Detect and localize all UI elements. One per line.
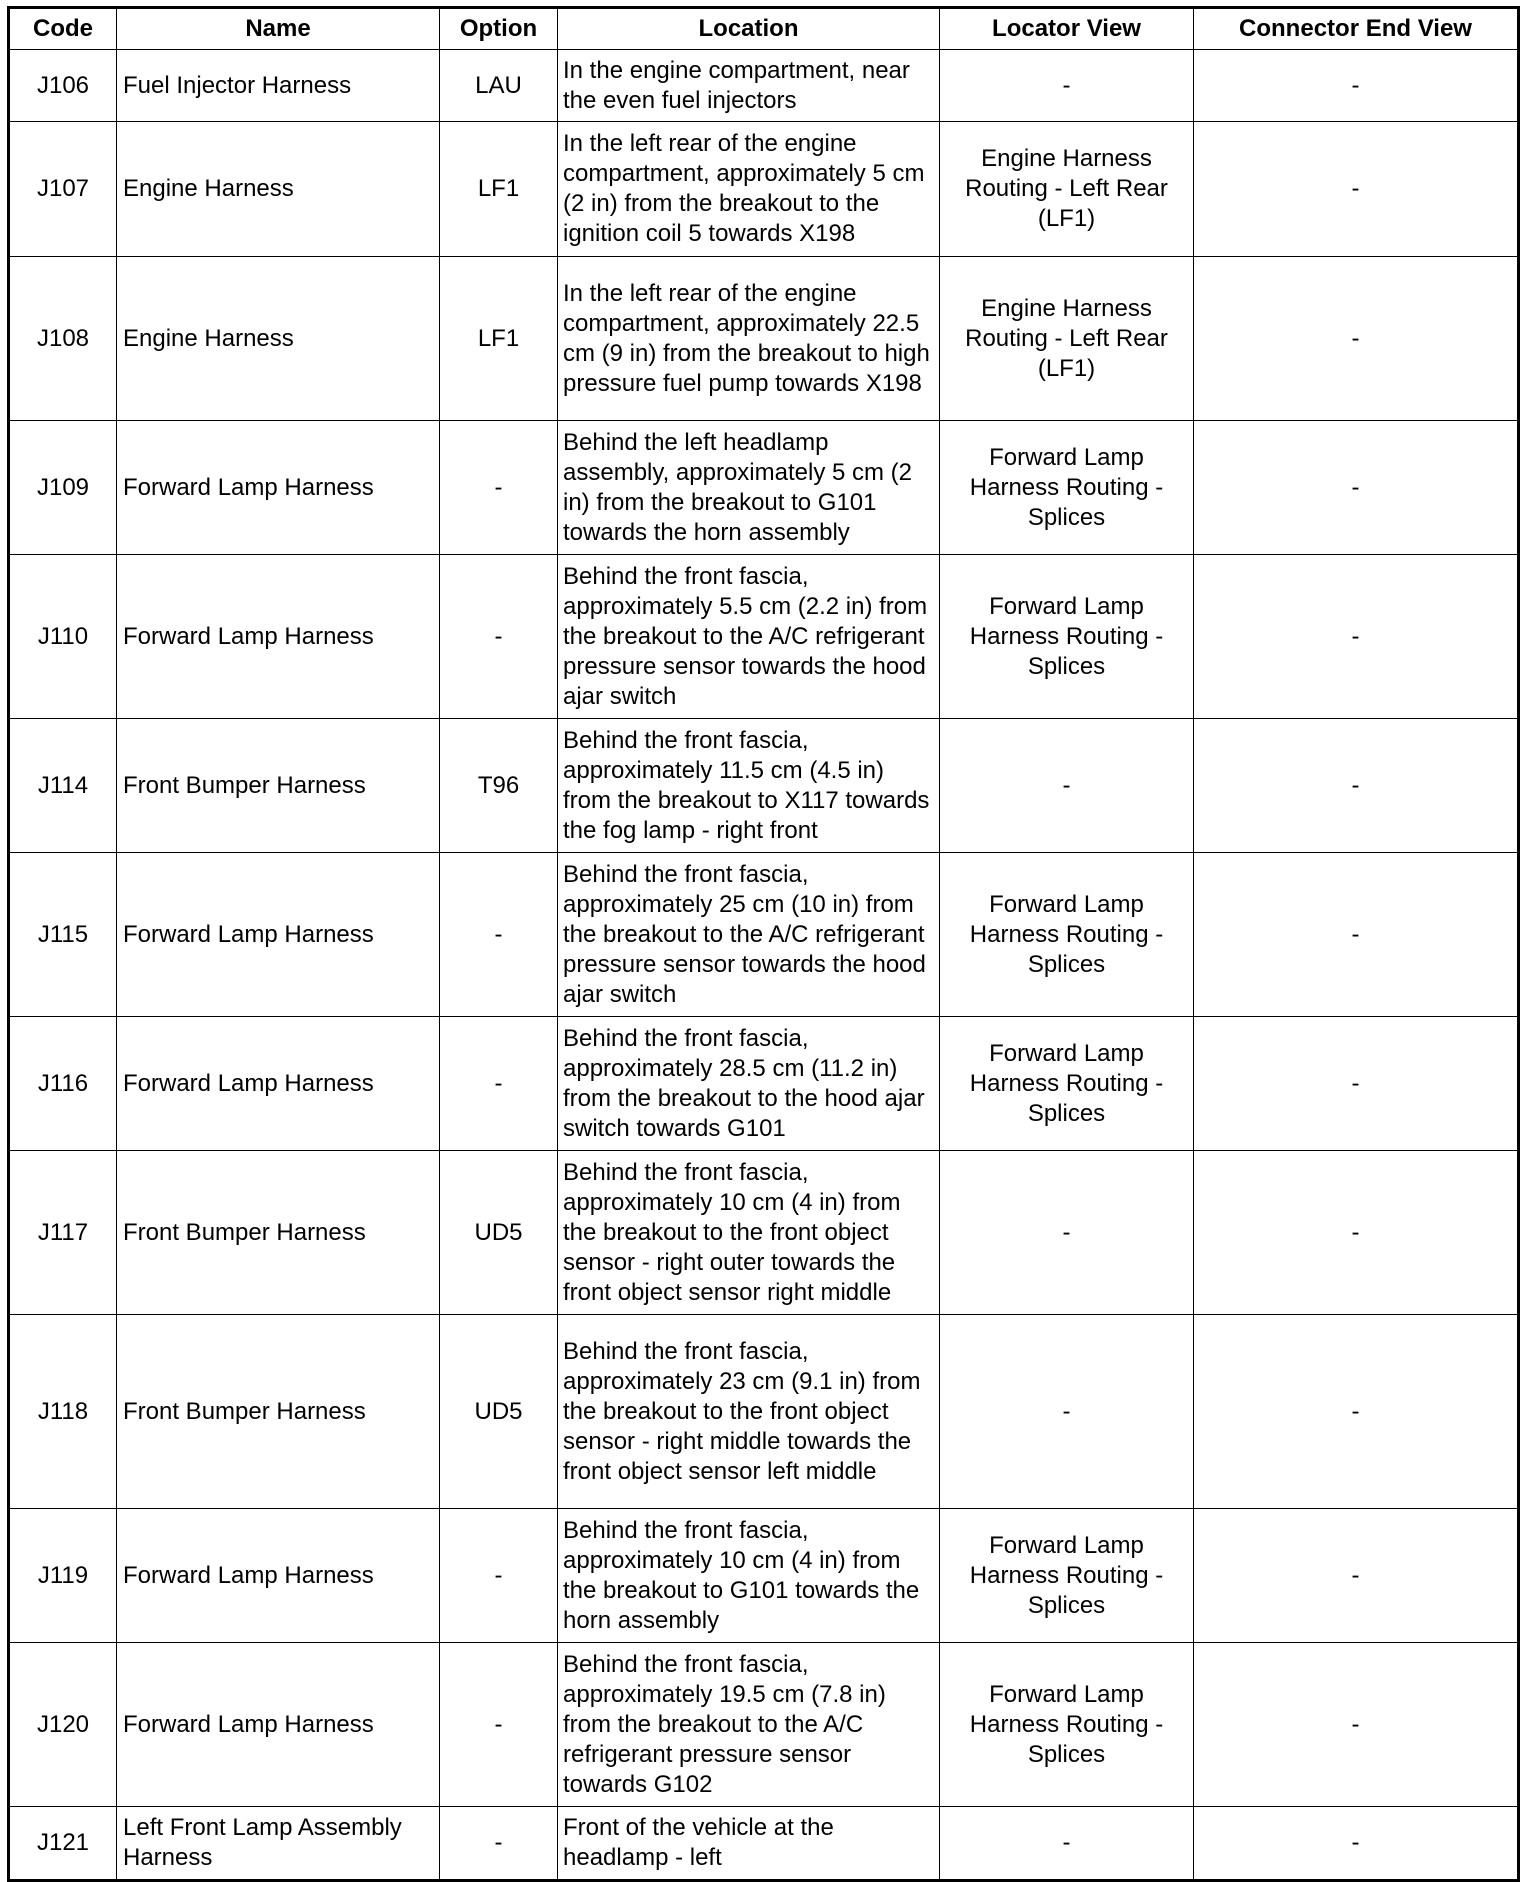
cell-connector-end-view: - — [1194, 1509, 1519, 1643]
cell-option: - — [440, 1017, 558, 1151]
splice-locations-table — [7, 6, 1520, 1882]
cell-connector-end-view: - — [1194, 1151, 1519, 1315]
cell-location: Behind the left headlamp assembly, approximately 5 cm (2 in) from the breakout to G101 towards the horn assembly — [558, 421, 940, 555]
cell-code: J108 — [9, 257, 117, 421]
header-name: Name — [117, 8, 440, 50]
cell-option: - — [440, 1509, 558, 1643]
header-locator-view: Locator View — [940, 8, 1194, 50]
cell-location: In the engine compartment, near the even fuel injectors — [558, 50, 940, 122]
cell-option: - — [440, 1643, 558, 1807]
table-row — [9, 853, 1519, 1017]
cell-code: J117 — [9, 1151, 117, 1315]
table-row — [9, 50, 1519, 122]
cell-connector-end-view: - — [1194, 853, 1519, 1017]
cell-code: J115 — [9, 853, 117, 1017]
table-body — [9, 50, 1519, 1881]
cell-connector-end-view: - — [1194, 1643, 1519, 1807]
header-connector-end-view: Connector End View — [1194, 8, 1519, 50]
cell-locator-view: - — [940, 1807, 1194, 1881]
table-row — [9, 1807, 1519, 1881]
cell-name: Front Bumper Harness — [117, 719, 440, 853]
cell-connector-end-view: - — [1194, 122, 1519, 257]
cell-name: Forward Lamp Harness — [117, 1509, 440, 1643]
cell-code: J121 — [9, 1807, 117, 1881]
table-header — [9, 8, 1519, 50]
cell-location: Behind the front fascia, approximately 5.5 cm (2.2 in) from the breakout to the A/C refrigerant pressure sensor towards the hood ajar switch — [558, 555, 940, 719]
cell-connector-end-view: - — [1194, 1017, 1519, 1151]
table-row — [9, 122, 1519, 257]
cell-name: Forward Lamp Harness — [117, 853, 440, 1017]
table-row — [9, 1017, 1519, 1151]
cell-locator-view: Engine Harness Routing - Left Rear (LF1) — [940, 122, 1194, 257]
table-row — [9, 1315, 1519, 1509]
cell-connector-end-view: - — [1194, 555, 1519, 719]
table-row — [9, 1509, 1519, 1643]
cell-option: UD5 — [440, 1151, 558, 1315]
cell-connector-end-view: - — [1194, 1807, 1519, 1881]
cell-option: - — [440, 421, 558, 555]
cell-connector-end-view: - — [1194, 421, 1519, 555]
cell-location: Behind the front fascia, approximately 11.5 cm (4.5 in) from the breakout to X117 towards the fog lamp - right front — [558, 719, 940, 853]
cell-location: Behind the front fascia, approximately 25 cm (10 in) from the breakout to the A/C refrigerant pressure sensor towards the hood ajar switch — [558, 853, 940, 1017]
cell-option: LF1 — [440, 257, 558, 421]
cell-locator-view: Forward Lamp Harness Routing - Splices — [940, 555, 1194, 719]
table-row — [9, 257, 1519, 421]
cell-option: - — [440, 1807, 558, 1881]
cell-code: J118 — [9, 1315, 117, 1509]
table-row — [9, 1643, 1519, 1807]
cell-code: J114 — [9, 719, 117, 853]
cell-connector-end-view: - — [1194, 719, 1519, 853]
cell-locator-view: Forward Lamp Harness Routing - Splices — [940, 421, 1194, 555]
cell-option: UD5 — [440, 1315, 558, 1509]
table-row — [9, 1151, 1519, 1315]
cell-location: In the left rear of the engine compartment, approximately 5 cm (2 in) from the breakout to the ignition coil 5 towards X198 — [558, 122, 940, 257]
cell-code: J107 — [9, 122, 117, 257]
header-row — [9, 8, 1519, 50]
cell-location: Behind the front fascia, approximately 10 cm (4 in) from the breakout to the front object sensor - right outer towards the front object sensor right middle — [558, 1151, 940, 1315]
cell-code: J106 — [9, 50, 117, 122]
cell-name: Left Front Lamp Assembly Harness — [117, 1807, 440, 1881]
cell-name: Front Bumper Harness — [117, 1151, 440, 1315]
header-code: Code — [9, 8, 117, 50]
cell-name: Forward Lamp Harness — [117, 1017, 440, 1151]
cell-code: J116 — [9, 1017, 117, 1151]
cell-name: Forward Lamp Harness — [117, 1643, 440, 1807]
cell-locator-view: Engine Harness Routing - Left Rear (LF1) — [940, 257, 1194, 421]
cell-locator-view: Forward Lamp Harness Routing - Splices — [940, 1643, 1194, 1807]
cell-location: Behind the front fascia, approximately 28.5 cm (11.2 in) from the breakout to the hood ajar switch towards G101 — [558, 1017, 940, 1151]
cell-locator-view: Forward Lamp Harness Routing - Splices — [940, 853, 1194, 1017]
cell-locator-view: - — [940, 1315, 1194, 1509]
cell-name: Forward Lamp Harness — [117, 555, 440, 719]
table-row — [9, 421, 1519, 555]
cell-locator-view: - — [940, 50, 1194, 122]
cell-name: Forward Lamp Harness — [117, 421, 440, 555]
cell-locator-view: Forward Lamp Harness Routing - Splices — [940, 1017, 1194, 1151]
cell-connector-end-view: - — [1194, 1315, 1519, 1509]
cell-location: Behind the front fascia, approximately 19.5 cm (7.8 in) from the breakout to the A/C refrigerant pressure sensor towards G102 — [558, 1643, 940, 1807]
cell-code: J110 — [9, 555, 117, 719]
table-row — [9, 719, 1519, 853]
cell-locator-view: - — [940, 719, 1194, 853]
cell-name: Engine Harness — [117, 257, 440, 421]
splice-table-page — [7, 6, 1517, 1882]
cell-connector-end-view: - — [1194, 257, 1519, 421]
cell-code: J120 — [9, 1643, 117, 1807]
cell-name: Fuel Injector Harness — [117, 50, 440, 122]
cell-connector-end-view: - — [1194, 50, 1519, 122]
header-location: Location — [558, 8, 940, 50]
cell-code: J119 — [9, 1509, 117, 1643]
cell-option: - — [440, 555, 558, 719]
cell-option: LAU — [440, 50, 558, 122]
cell-location: Behind the front fascia, approximately 10 cm (4 in) from the breakout to G101 towards the horn assembly — [558, 1509, 940, 1643]
cell-name: Engine Harness — [117, 122, 440, 257]
header-option: Option — [440, 8, 558, 50]
cell-location: In the left rear of the engine compartment, approximately 22.5 cm (9 in) from the breakout to high pressure fuel pump towards X198 — [558, 257, 940, 421]
cell-code: J109 — [9, 421, 117, 555]
table-row — [9, 555, 1519, 719]
cell-option: T96 — [440, 719, 558, 853]
cell-locator-view: - — [940, 1151, 1194, 1315]
cell-location: Behind the front fascia, approximately 23 cm (9.1 in) from the breakout to the front object sensor - right middle towards the front object sensor left middle — [558, 1315, 940, 1509]
cell-option: - — [440, 853, 558, 1017]
cell-name: Front Bumper Harness — [117, 1315, 440, 1509]
cell-locator-view: Forward Lamp Harness Routing - Splices — [940, 1509, 1194, 1643]
cell-option: LF1 — [440, 122, 558, 257]
cell-location: Front of the vehicle at the headlamp - left — [558, 1807, 940, 1881]
